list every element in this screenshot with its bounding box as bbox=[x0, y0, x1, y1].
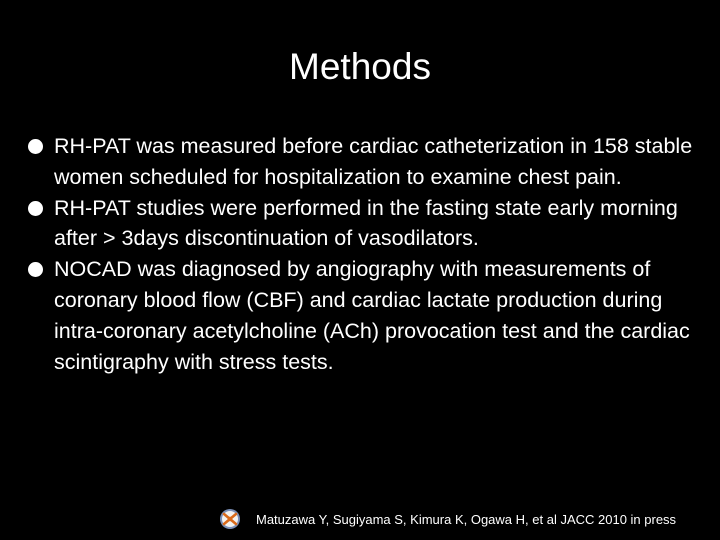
bullet-item bbox=[28, 131, 704, 193]
bullet-text: RH-PAT studies were performed in the fasting state early morning after > 3days discontinuation of vasodilators. bbox=[54, 195, 678, 251]
bullet-dot-icon bbox=[28, 201, 43, 216]
university-emblem-icon bbox=[219, 508, 241, 530]
bullet-text: NOCAD was diagnosed by angiography with measurements of coronary blood flow (CBF) and cardiac lactate production during intra-coronary acetylcholine (ACh) provocation test and the cardiac scintigraphy with stress tests. bbox=[54, 257, 690, 374]
bullet-item bbox=[28, 254, 704, 377]
bullet-list bbox=[28, 131, 704, 377]
bullet-dot-icon bbox=[28, 139, 43, 154]
bullet-item bbox=[28, 193, 704, 255]
citation-text: Matuzawa Y, Sugiyama S, Kimura K, Ogawa H, et al JACC 2010 in press bbox=[256, 511, 677, 527]
bullet-dot-icon bbox=[28, 262, 43, 277]
bullet-text: RH-PAT was measured before cardiac catheterization in 158 stable women scheduled for hospitalization to examine chest pain. bbox=[54, 134, 693, 189]
slide-title: Methods bbox=[289, 46, 431, 87]
citation-footer bbox=[219, 508, 715, 530]
